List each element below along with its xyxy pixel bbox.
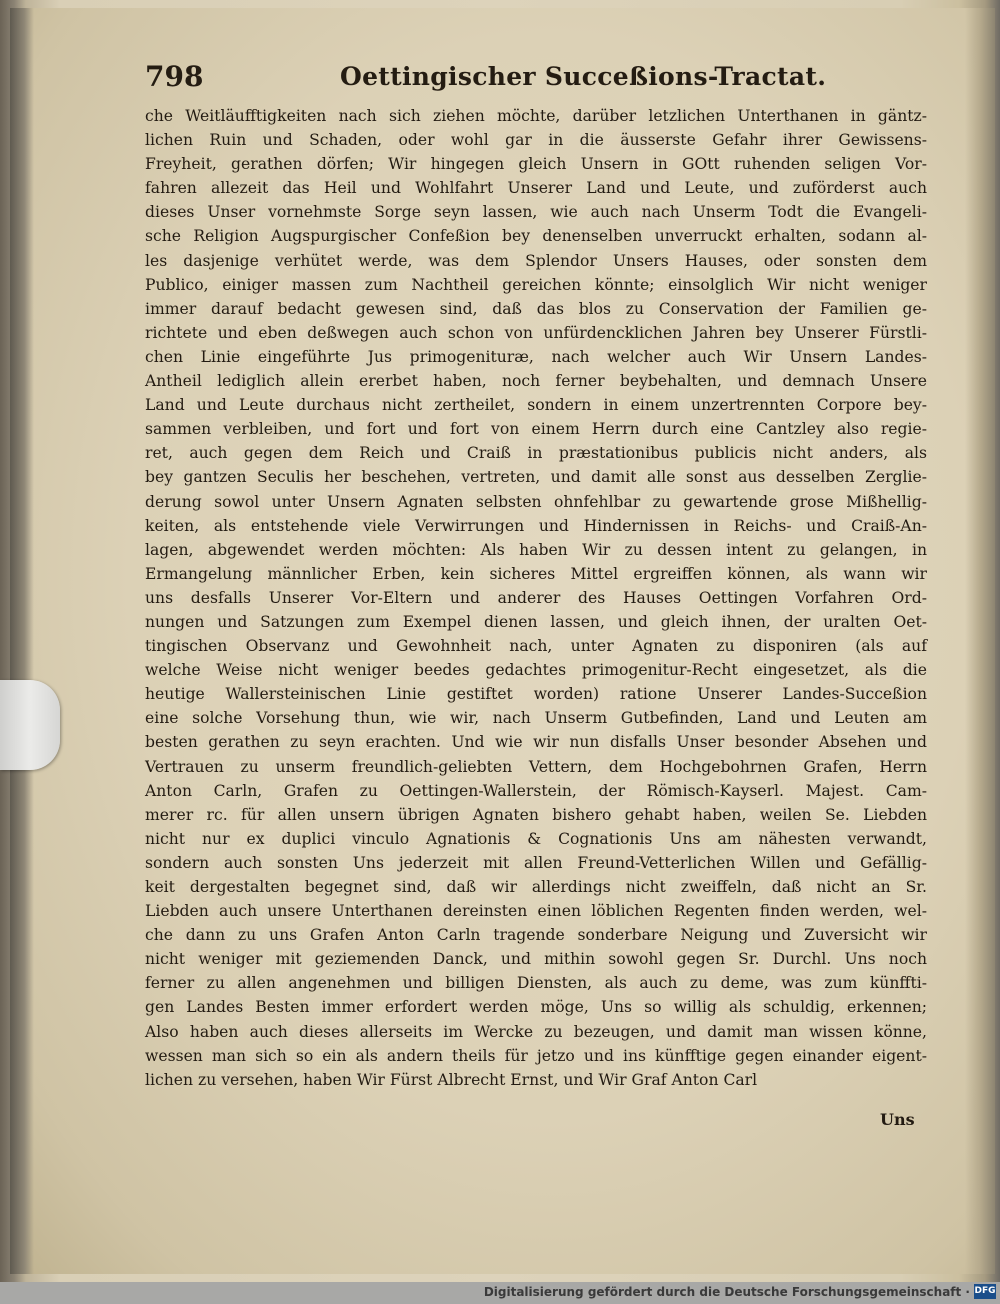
text-line: Ermangelung männlicher Erben, kein sicheres Mittel ergreiffen können, als wann wir: [145, 564, 927, 583]
text-line: Also haben auch dieses allerseits im Wercke zu bezeugen, und damit man wissen könne,: [145, 1022, 927, 1041]
text-line: keit dergestalten begegnet sind, daß wir allerdings nicht zweiffeln, daß nicht an Sr.: [145, 878, 927, 896]
text-line: Land und Leute durchaus nicht zertheilet, sondern in einem unzertrennten Corpore bey-: [145, 396, 927, 415]
catchword: Uns: [880, 1110, 915, 1129]
text-line: heutige Wallersteinischen Linie gestiftet worden) ratione Unserer Landes-Succeßion: [145, 685, 927, 704]
text-line: sche Religion Augspurgischer Confeßion bey denenselben unverruckt erhalten, sodann al-: [145, 227, 927, 246]
text-line: eine solche Vorsehung thun, wie wir, nach Unserm Gutbefinden, Land und Leuten am: [145, 709, 927, 728]
text-line: richtete und eben deßwegen auch schon von unfürdencklichen Jahren bey Unserer Fürstli-: [145, 323, 927, 342]
text-line: keiten, als entstehende viele Verwirrungen und Hindernissen in Reichs- und Craiß-An-: [145, 516, 927, 535]
text-line: che Weitläufftigkeiten nach sich ziehen möchte, darüber letzlichen Unterthanen in gäntz-: [145, 107, 927, 125]
text-line: ferner zu allen angenehmen und billigen Diensten, als auch zu deme, was zum künffti-: [145, 974, 927, 993]
text-line: uns desfalls Unserer Vor-Eltern und anderer des Hauses Oettingen Vorfahren Ord-: [145, 588, 927, 607]
dfg-logo: DFG: [974, 1284, 996, 1299]
footer-bar: [0, 1282, 1000, 1304]
text-line: wessen man sich so ein als andern theils für jetzo und ins künfftige gegen einander eigent-: [145, 1046, 927, 1065]
funding-credit: Digitalisierung gefördert durch die Deutsche Forschungsgemeinschaft ·: [483, 1285, 970, 1299]
text-line: sammen verbleiben, und fort und fort von einem Herrn durch eine Cantzley also regie-: [145, 420, 927, 439]
page-clip: [0, 680, 60, 770]
running-title: Oettingischer Succeßions-Tractat.: [340, 62, 827, 91]
text-line: bey gantzen Seculis her beschehen, vertreten, und damit alle sonst aus desselben Zerglie-: [145, 468, 927, 487]
text-line: Antheil lediglich allein ererbet haben, noch ferner beybehalten, und demnach Unsere: [145, 372, 927, 391]
text-line: merer rc. für allen unsern übrigen Agnaten bishero gehabt haben, weilen Se. Liebden: [145, 805, 927, 824]
text-line: Publico, einiger massen zum Nachtheil gereichen könnte; einsolglich Wir nicht weniger: [145, 275, 927, 294]
text-line: immer darauf bedacht gewesen sind, daß das blos zu Conservation der Familien ge-: [145, 299, 927, 318]
text-line: ret, auch gegen dem Reich und Craiß in præstationibus publicis nicht anders, als: [145, 444, 927, 463]
text-line: dieses Unser vornehmste Sorge seyn lassen, wie auch nach Unserm Todt die Evangeli-: [145, 203, 927, 222]
page-gutter: [10, 8, 34, 1274]
page-number: 798: [145, 60, 204, 93]
body-text: [145, 104, 927, 1092]
text-line: che dann zu uns Grafen Anton Carln tragende sonderbare Neigung und Zuversicht wir: [145, 926, 927, 945]
text-line: chen Linie eingeführte Jus primogenituræ, nach welcher auch Wir Unsern Landes-: [145, 347, 927, 366]
page-header: [145, 60, 945, 100]
text-line: Liebden auch unsere Unterthanen dereinsten einen löblichen Regenten finden werden, wel-: [145, 902, 927, 921]
text-line: derung sowol unter Unsern Agnaten selbsten ohnfehlbar zu gewartende grose Mißhellig-: [145, 492, 927, 511]
text-line: lichen zu versehen, haben Wir Fürst Albrecht Ernst, und Wir Graf Anton Carl: [145, 1070, 758, 1089]
text-line: tingischen Observanz und Gewohnheit nach, unter Agnaten zu disponiren (als auf: [145, 637, 927, 656]
text-line: besten gerathen zu seyn erachten. Und wie wir nun disfalls Unser besonder Absehen und: [145, 733, 927, 752]
text-line: Vertrauen zu unserm freundlich-geliebten Vettern, dem Hochgebohrnen Grafen, Herrn: [145, 757, 927, 776]
text-line: lagen, abgewendet werden möchten: Als haben Wir zu dessen intent zu gelangen, in: [145, 540, 927, 559]
text-line: fahren allezeit das Heil und Wohlfahrt Unserer Land und Leute, und zuförderst auch: [145, 179, 927, 198]
text-line: nungen und Satzungen zum Exempel dienen lassen, und gleich ihnen, der uralten Oet-: [145, 612, 927, 631]
text-line: Freyheit, gerathen dörfen; Wir hingegen gleich Unsern in GOtt ruhenden seligen Vor-: [145, 155, 927, 174]
text-line: nicht nur ex duplici vinculo Agnationis & Cognationis Uns am nähesten verwandt,: [145, 829, 927, 848]
text-line: nicht weniger mit geziemenden Danck, und mithin sowohl gegen Sr. Durchl. Uns noch: [145, 950, 927, 969]
text-line: Anton Carln, Grafen zu Oettingen-Wallerstein, der Römisch-Kayserl. Majest. Cam-: [145, 781, 927, 800]
page-edge: [965, 8, 995, 1274]
text-line: sondern auch sonsten Uns jederzeit mit allen Freund-Vetterlichen Willen und Gefällig-: [145, 853, 927, 872]
text-line: gen Landes Besten immer erfordert werden möge, Uns so willig als schuldig, erkennen;: [145, 998, 927, 1017]
text-line: lichen Ruin und Schaden, oder wohl gar in die äusserste Gefahr ihrer Gewissens-: [145, 131, 927, 150]
text-line: les dasjenige verhütet werde, was dem Splendor Unsers Hauses, oder sonsten dem: [145, 251, 927, 270]
text-line: welche Weise nicht weniger beedes gedachtes primogenitur-Recht eingesetzet, als die: [145, 661, 927, 680]
